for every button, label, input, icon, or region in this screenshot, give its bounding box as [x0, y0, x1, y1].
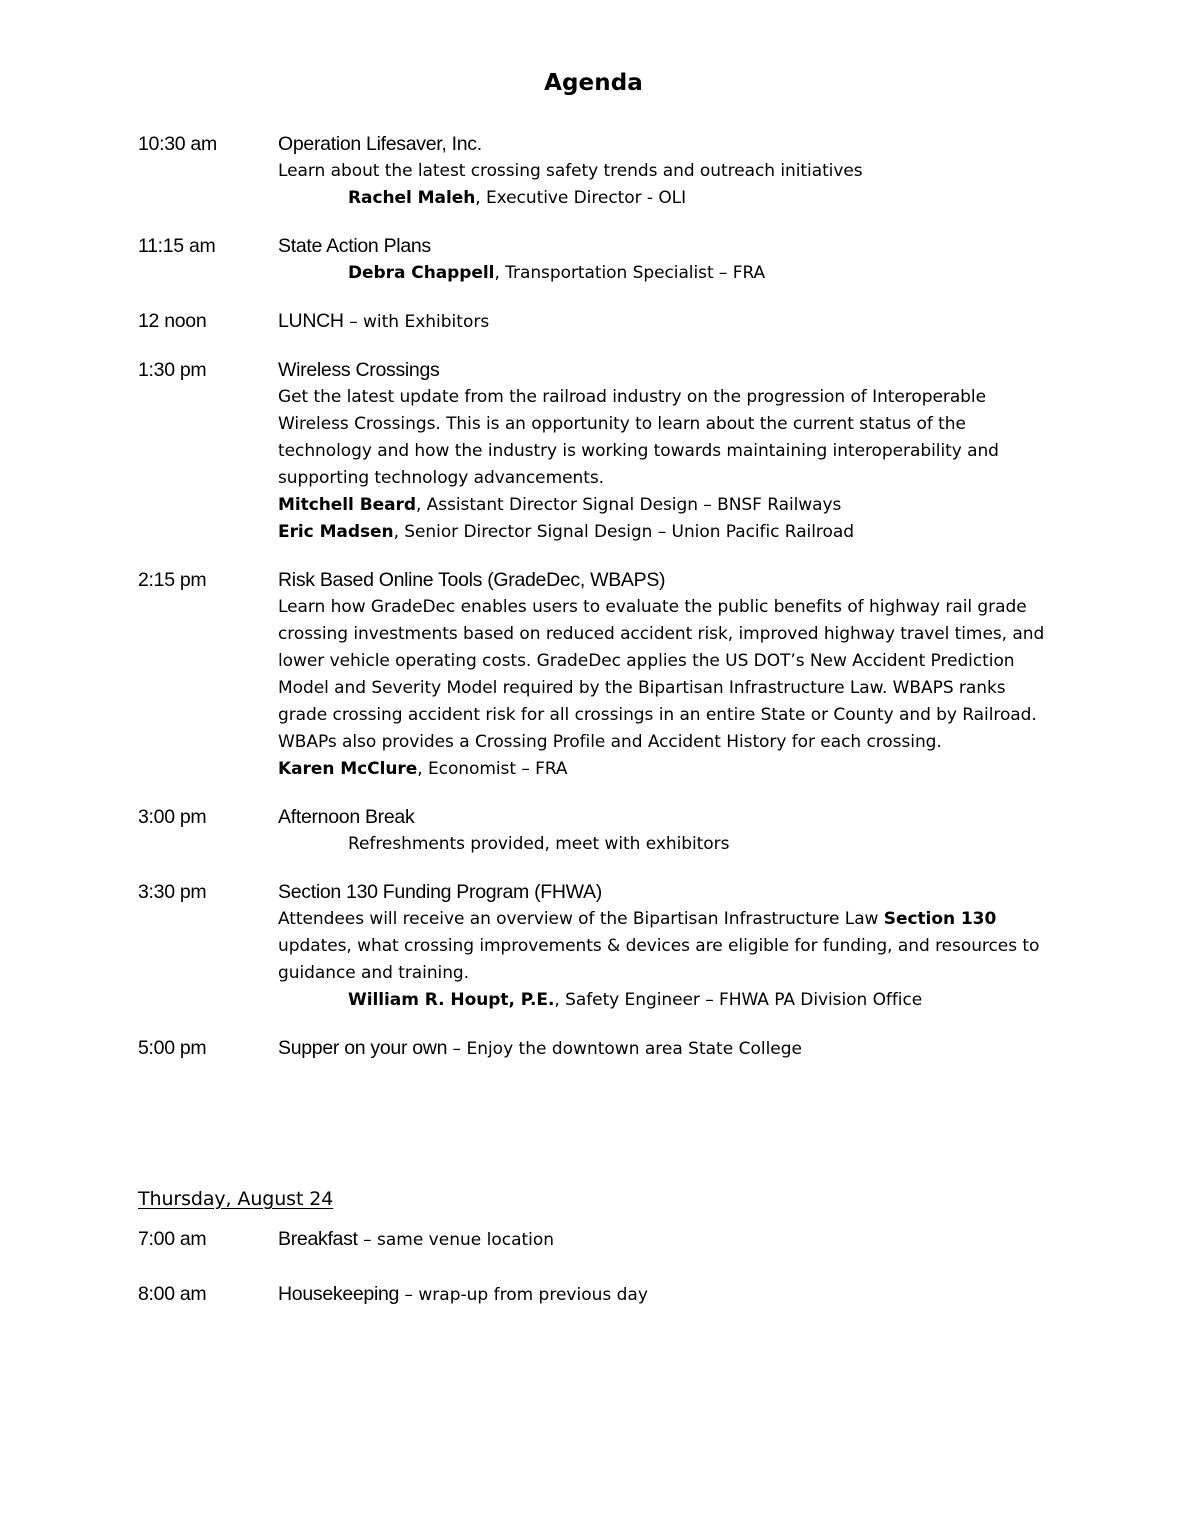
session-speaker	[278, 260, 1053, 287]
session-title	[278, 308, 1053, 336]
session-speaker	[278, 987, 1053, 1014]
session-title: State Action Plans	[278, 235, 431, 257]
session-title-tail: – same venue location	[357, 1230, 555, 1250]
session-time: 1:30 pm	[138, 359, 207, 381]
speaker-role: , Senior Director Signal Design – Union Pacific Railroad	[393, 522, 854, 542]
agenda-entry	[138, 233, 1053, 287]
agenda-entry	[138, 804, 1053, 858]
session-title-main: Housekeeping	[278, 1283, 400, 1305]
speaker-name: William R. Houpt, P.E.	[348, 990, 555, 1010]
session-title-main: Supper on your own	[278, 1037, 448, 1059]
session-title	[278, 1281, 1053, 1309]
session-content	[278, 1226, 1053, 1254]
agenda-entry	[138, 131, 1053, 212]
description-part1: Attendees will receive an overview of the Bipartisan Infrastructure Law	[278, 909, 884, 929]
agenda-entry	[138, 567, 1053, 783]
session-speaker	[278, 185, 1053, 212]
session-content	[278, 1281, 1053, 1309]
agenda-entry	[138, 1035, 1053, 1063]
session-title: Afternoon Break	[278, 806, 415, 828]
agenda-entry	[138, 308, 1053, 336]
description-emphasis: Section 130	[883, 909, 997, 929]
session-content	[278, 233, 1053, 287]
session-content	[278, 804, 1053, 858]
session-description: Learn about the latest crossing safety trends and outreach initiatives	[278, 161, 863, 181]
session-time: 5:00 pm	[138, 1037, 207, 1059]
session-speaker	[278, 519, 1053, 546]
session-title-tail: – Enjoy the downtown area State College	[447, 1039, 803, 1059]
agenda-entry	[138, 357, 1053, 546]
session-title-main: Breakfast	[278, 1228, 358, 1250]
session-time: 7:00 am	[138, 1228, 207, 1250]
speaker-name: Karen McClure	[278, 759, 418, 779]
agenda-entry	[138, 879, 1053, 1014]
session-title-tail: – wrap-up from previous day	[399, 1285, 648, 1305]
session-time: 11:15 am	[138, 235, 216, 257]
session-description	[278, 906, 1053, 987]
session-description: Learn how GradeDec enables users to evaluate the public benefits of highway rail grade crossing investments based on reduced accident risk, improved highway travel times, and lower vehicle operating costs. GradeDec applies the US DOT’s New Accident Prediction Model and Severity Model required by the Bipartisan Infrastructure Law. WBAPS ranks grade crossing accident risk for all crossings in an entire State or County and by Railroad. WBAPs also provides a Crossing Profile and Accident History for each crossing.	[278, 597, 1045, 752]
day2-session-list	[138, 1226, 1053, 1336]
speaker-name: Eric Madsen	[278, 522, 394, 542]
session-subline: Refreshments provided, meet with exhibitors	[348, 834, 730, 854]
session-description: Get the latest update from the railroad industry on the progression of Interoperable Wireless Crossings. This is an opportunity to learn about the current status of the technology and how the industry is working towards maintaining interoperability and supporting technology advancements.	[278, 387, 999, 488]
session-content	[278, 879, 1053, 1014]
speaker-name: Rachel Maleh	[348, 188, 476, 208]
agenda-entry	[138, 1226, 1053, 1254]
session-speaker	[278, 492, 1053, 519]
speaker-role: , Executive Director - OLI	[475, 188, 687, 208]
page-title: Agenda	[544, 70, 643, 96]
speaker-role: , Economist – FRA	[417, 759, 568, 779]
speaker-role: , Transportation Specialist – FRA	[494, 263, 766, 283]
session-content	[278, 567, 1053, 783]
speaker-name: Debra Chappell	[348, 263, 495, 283]
speaker-role: , Assistant Director Signal Design – BNSF Railways	[415, 495, 842, 515]
day-heading: Thursday, August 24	[138, 1188, 334, 1210]
session-time: 10:30 am	[138, 133, 217, 155]
session-content	[278, 357, 1053, 546]
session-title	[278, 1226, 1053, 1254]
session-title	[278, 1035, 1053, 1063]
agenda-session-list	[138, 131, 1053, 1084]
session-title-tail: – with Exhibitors	[343, 312, 490, 332]
description-part2: updates, what crossing improvements & devices are eligible for funding, and resources to guidance and training.	[278, 936, 1040, 983]
session-time: 12 noon	[138, 310, 207, 332]
session-content	[278, 308, 1053, 336]
session-time: 3:00 pm	[138, 806, 207, 828]
speaker-role: , Safety Engineer – FHWA PA Division Office	[554, 990, 923, 1010]
session-time: 3:30 pm	[138, 881, 207, 903]
agenda-entry	[138, 1281, 1053, 1309]
session-content	[278, 1035, 1053, 1063]
session-title: Section 130 Funding Program (FHWA)	[278, 881, 602, 903]
session-time: 2:15 pm	[138, 569, 207, 591]
session-speaker	[278, 756, 1053, 783]
session-title: Risk Based Online Tools (GradeDec, WBAPS)	[278, 569, 666, 591]
session-title: Wireless Crossings	[278, 359, 440, 381]
speaker-name: Mitchell Beard	[278, 495, 416, 515]
session-content	[278, 131, 1053, 212]
session-title-main: LUNCH	[278, 310, 344, 332]
session-time: 8:00 am	[138, 1283, 207, 1305]
session-title: Operation Lifesaver, Inc.	[278, 133, 482, 155]
